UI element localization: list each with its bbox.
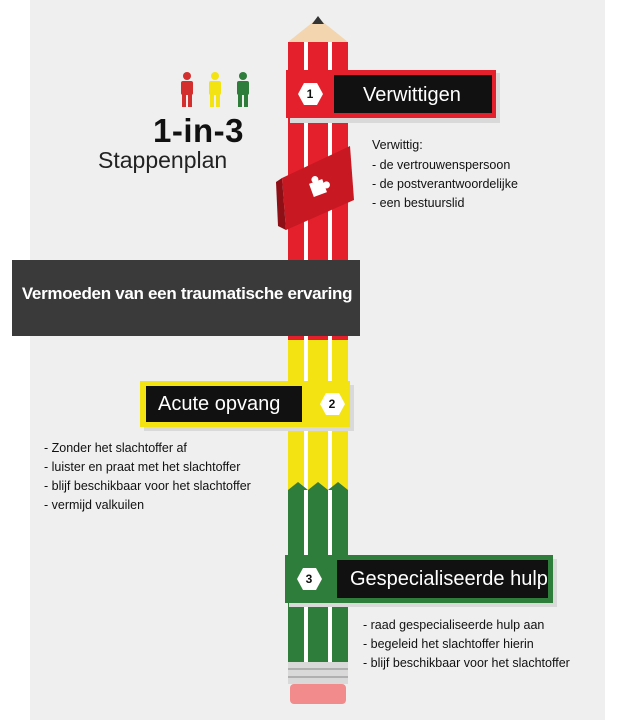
list-item: - raad gespecialiseerde hulp aan [363,618,545,632]
step-3-number: 3 [305,572,313,586]
list-item: - vermijd valkuilen [44,498,145,512]
list-item: - een bestuurslid [372,196,465,210]
person-yellow-icon [209,72,221,107]
list-item: - Zonder het slachtoffer af [44,441,187,455]
step-2-list [44,439,251,515]
step-1-intro: Verwittig: [372,138,423,152]
step-3-list [363,616,570,673]
list-item: - luister en praat met het slachtoffer [44,460,241,474]
list-item: - blijf beschikbaar voor het slachtoffer [44,479,251,493]
person-red-icon [181,72,193,107]
step-1-list [372,156,518,213]
step-2-number: 2 [328,397,336,411]
title-main: 1-in-3 [153,112,245,149]
list-item: - de postverantwoordelijke [372,177,518,191]
step-2-label: Acute opvang [158,393,281,415]
step-1-number: 1 [306,87,314,101]
pencil-green-zigzag [288,482,348,496]
pencil-ferrule [288,662,348,684]
list-item: - blijf beschikbaar voor het slachtoffer [363,656,570,670]
pencil-lead-icon [312,16,324,24]
step-1-label: Verwittigen [363,84,461,106]
person-green-icon [237,72,249,107]
banner-text: Vermoeden van een traumatische ervaring [21,284,353,303]
list-item: - de vertrouwenspersoon [372,158,511,172]
pencil-eraser [290,684,346,704]
list-item: - begeleid het slachtoffer hierin [363,637,534,651]
step-3-label: Gespecialiseerde hulp [350,568,548,590]
title-sub: Stappenplan [98,147,228,173]
